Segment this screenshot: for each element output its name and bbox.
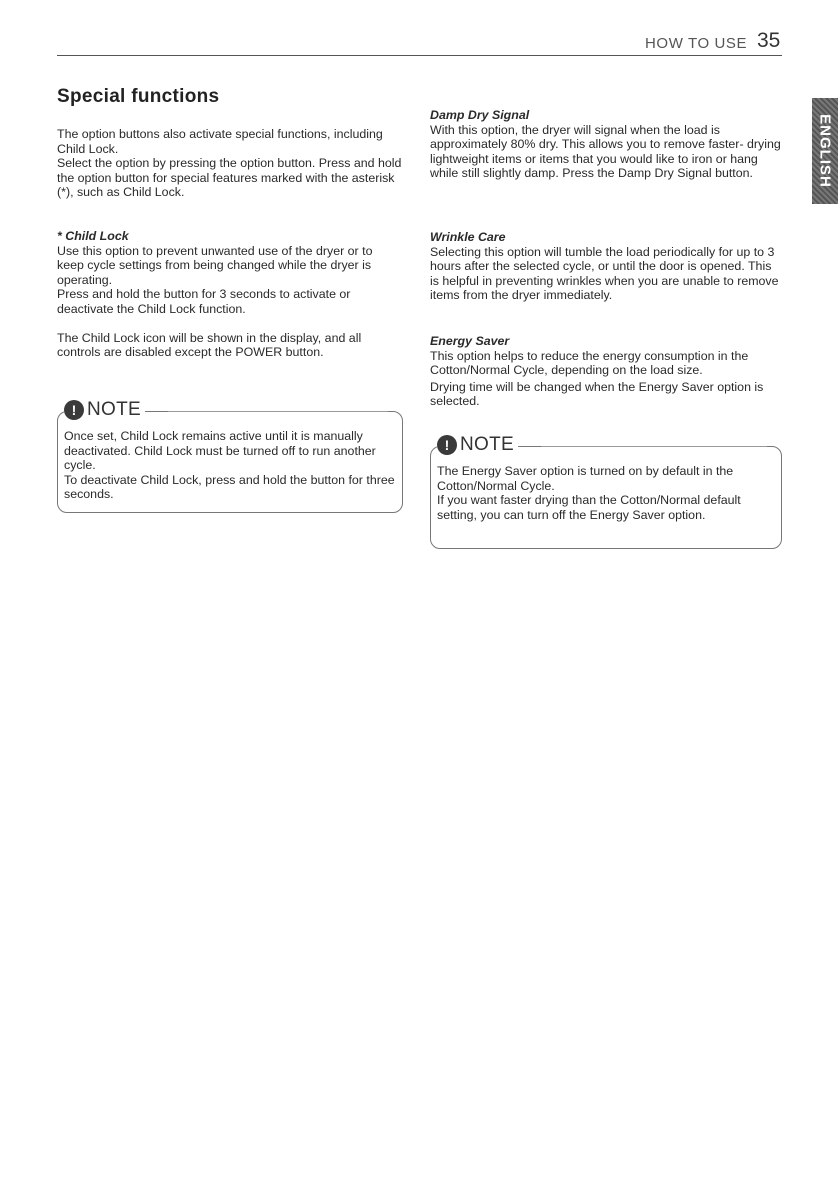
note-line-2: If you want faster drying than the Cotton/Normal default setting, you can turn off the Energy Saver option. (437, 493, 741, 522)
exclamation-icon: ! (437, 435, 457, 455)
child-lock-paragraph-2: Press and hold the button for 3 seconds to activate or deactivate the Child Lock function. (57, 287, 351, 316)
note-label: NOTE (460, 433, 514, 455)
note-header (437, 435, 518, 455)
child-lock-paragraph-1: Use this option to prevent unwanted use of the dryer or to keep cycle settings from being changed while the dryer is operating. (57, 243, 373, 287)
language-tab-label: ENGLISH (816, 114, 834, 188)
energy-saver-note (430, 433, 782, 549)
note-line-1: Once set, Child Lock remains active until it is manually deactivated. Child Lock must be turned off to run another cycle. (64, 429, 376, 473)
intro-text (57, 127, 402, 200)
note-line-1: The Energy Saver option is turned on by default in the Cotton/Normal Cycle. (437, 464, 734, 493)
header-rule (57, 55, 782, 56)
section-header: HOW TO USE (645, 35, 748, 52)
damp-dry-text: With this option, the dryer will signal when the load is approximately 80% dry. This allows you to remove faster- drying lightweight items or items that you would like to iron or hang while still slightly damp. Press the Damp Dry Signal button. (430, 122, 781, 181)
child-lock-heading: * Child Lock (57, 229, 129, 243)
child-lock-note (57, 398, 403, 513)
page-title: Special functions (57, 86, 220, 107)
intro-paragraph-1: The option buttons also activate special functions, including Child Lock. (57, 127, 383, 156)
note-label: NOTE (87, 398, 141, 420)
child-lock-section (57, 229, 402, 360)
note-rule (541, 446, 767, 447)
note-line-2: To deactivate Child Lock, press and hold the button for three seconds. (64, 472, 395, 502)
energy-saver-paragraph-1: This option helps to reduce the energy consumption in the Cotton/Normal Cycle, depending on the load size. (430, 348, 749, 378)
damp-dry-section (430, 108, 782, 181)
note-header (64, 400, 145, 420)
wrinkle-care-heading: Wrinkle Care (430, 230, 506, 244)
wrinkle-care-section (430, 230, 782, 303)
note-rule (168, 411, 388, 412)
energy-saver-section (430, 334, 782, 409)
damp-dry-heading: Damp Dry Signal (430, 108, 530, 122)
intro-paragraph-2: Select the option by pressing the option button. Press and hold the option button for special features marked with the asterisk (*), such as Child Lock. (57, 156, 402, 200)
energy-saver-heading: Energy Saver (430, 334, 510, 348)
child-lock-display-text: The Child Lock icon will be shown in the display, and all controls are disabled except the POWER button. (57, 330, 362, 360)
exclamation-icon: ! (64, 400, 84, 420)
page-number: 35 (757, 29, 781, 52)
language-tab (812, 98, 838, 204)
energy-saver-paragraph-2: Drying time will be changed when the Energy Saver option is selected. (430, 379, 764, 409)
wrinkle-care-text: Selecting this option will tumble the load periodically for up to 3 hours after the selected cycle, or until the door is opened. This is helpful in preventing wrinkles when you are unable to remove items from the dryer immediately. (430, 244, 779, 303)
